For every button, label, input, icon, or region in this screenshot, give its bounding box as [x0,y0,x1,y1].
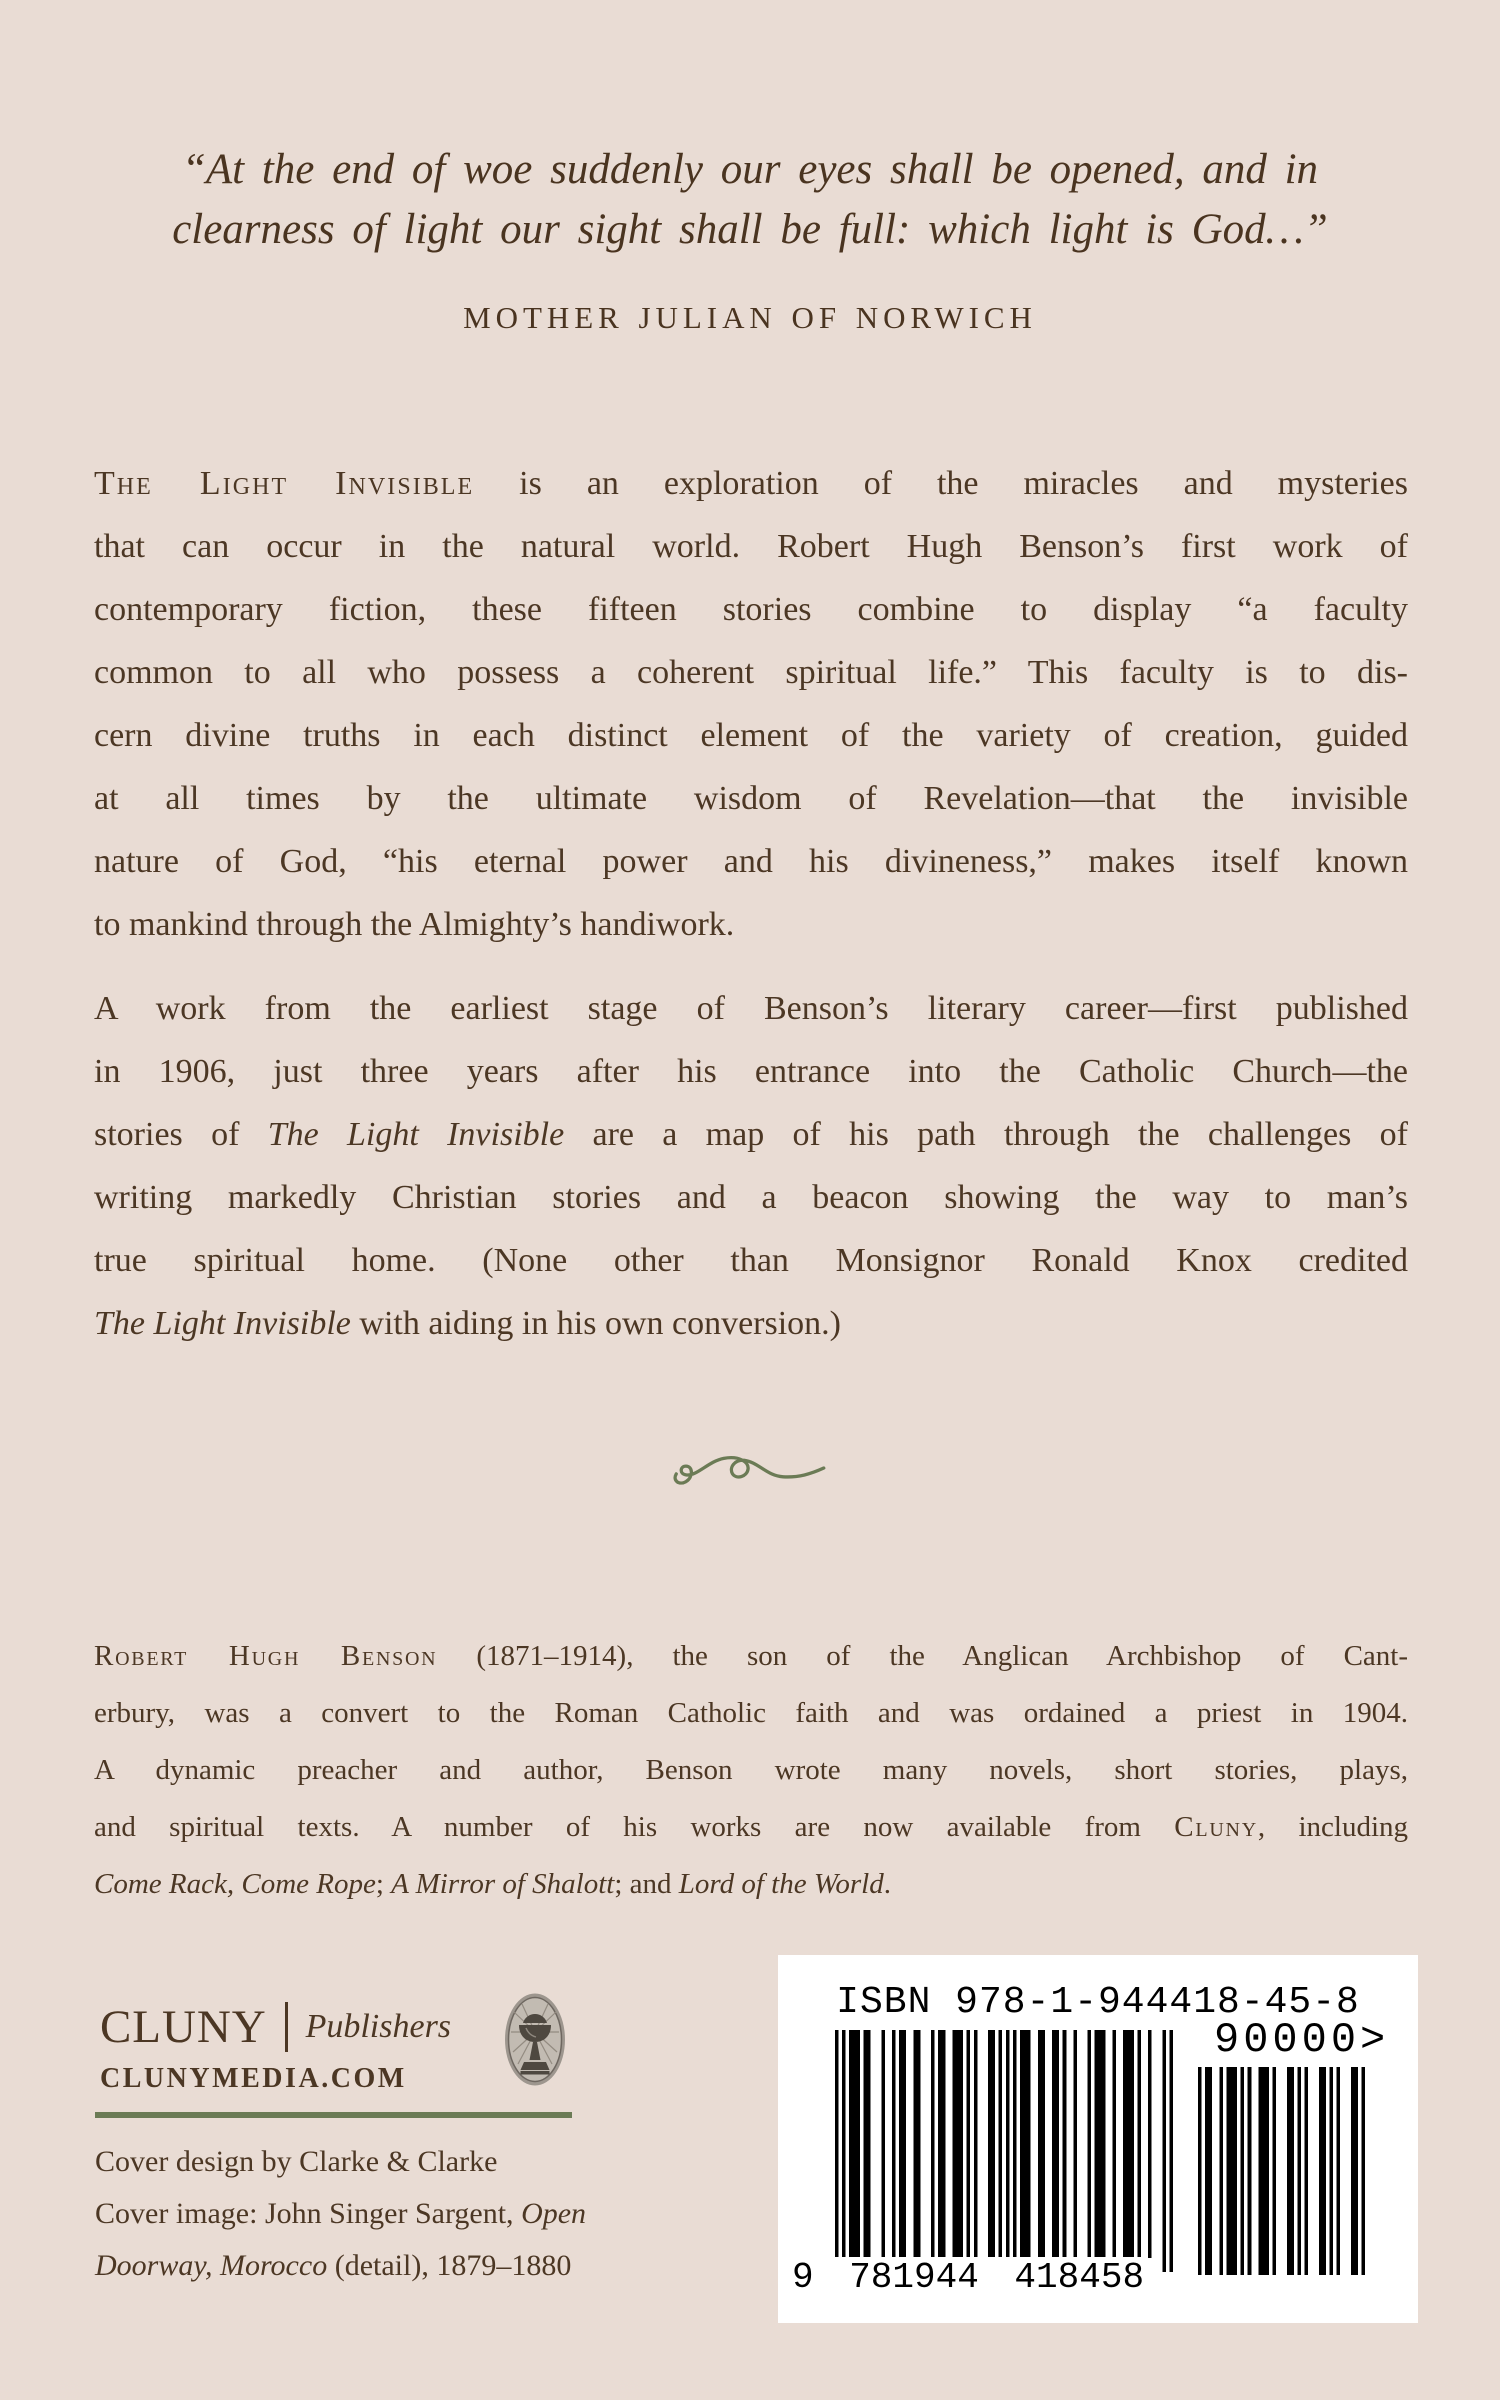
publisher-divider [285,2002,288,2052]
supplemental-barcode [1198,2067,1365,2275]
publisher-tagline: Publishers [305,2008,452,2045]
text-line: A dynamic preacher and author, Benson wrote many novels, short stories, plays, [94,1754,1408,1786]
price-code: 90000> [1214,2016,1390,2064]
text-line: writing markedly Christian stories and a beacon showing the way to man’s [94,1179,1408,1216]
divider-rule [95,2112,572,2118]
barcode-digits: 9 781944 418458 [792,2257,1145,2298]
flourish-ornament-icon [668,1450,833,1495]
text-line: cern divine truths in each distinct element of the variety of creation, guided [94,717,1408,754]
publisher-block [100,2000,451,2095]
publisher-name: CLUNY [100,2001,267,2053]
text-line: in 1906, just three years after his entrance into the Catholic Church—the [94,1053,1408,1090]
author-bio [94,1628,1408,1913]
text-line: The Light Invisible is an exploration of the miracles and mysteries [94,465,1408,502]
text-line: contemporary fiction, these fifteen stories combine to display “a faculty [94,591,1408,628]
text-line: that can occur in the natural world. Robert Hugh Benson’s first work of [94,528,1408,565]
epigraph [110,140,1390,348]
cover-credits [95,2136,735,2292]
text-line: Cover design by Clarke & Clarke [95,2145,498,2178]
isbn-label: ISBN 978-1-944418-45-8 [836,1981,1360,2024]
text-line: A work from the earliest stage of Benson’s literary career—first published [94,990,1408,1027]
chalice-medallion-icon [504,1992,566,2092]
epigraph-attribution: MOTHER JULIAN OF NORWICH [463,300,1037,335]
text-line: erbury, was a convert to the Roman Catholic faith and was ordained a priest in 1904. [94,1697,1408,1729]
publisher-website: CLUNYMEDIA.COM [100,2063,407,2094]
barcode-panel [778,1955,1418,2323]
synopsis [94,452,1408,1355]
text-line: The Light Invisible with aiding in his own conversion.) [94,1305,842,1342]
synopsis-paragraph-1 [94,452,1408,956]
text-line: Cover image: John Singer Sargent, Open [95,2197,587,2230]
epigraph-quote [110,140,1390,260]
text-line: clearness of light our sight shall be full: which light is God…” [172,206,1328,253]
text-line: Doorway, Morocco (detail), 1879–1880 [95,2249,572,2282]
text-line: at all times by the ultimate wisdom of Revelation—that the invisible [94,780,1408,817]
text-line: “At the end of woe suddenly our eyes shall be opened, and in [181,146,1319,193]
text-line: common to all who possess a coherent spiritual life.” This faculty is to dis- [94,654,1408,691]
text-line: nature of God, “his eternal power and his divineness,” makes itself known [94,843,1408,880]
synopsis-paragraph-2 [94,977,1408,1355]
text-line: Robert Hugh Benson (1871–1914), the son of the Anglican Archbishop of Cant- [94,1640,1408,1672]
text-line: to mankind through the Almighty’s handiwork. [94,906,735,943]
text-line: and spiritual texts. A number of his works are now available from Cluny, including [94,1811,1408,1843]
text-line: stories of The Light Invisible are a map of his path through the challenges of [94,1116,1408,1153]
ean13-barcode [835,2030,1173,2272]
publisher-logo-row [100,2000,451,2054]
text-line: true spiritual home. (None other than Monsignor Ronald Knox credited [94,1242,1408,1279]
text-line: Come Rack, Come Rope; A Mirror of Shalott; and Lord of the World. [94,1868,891,1900]
